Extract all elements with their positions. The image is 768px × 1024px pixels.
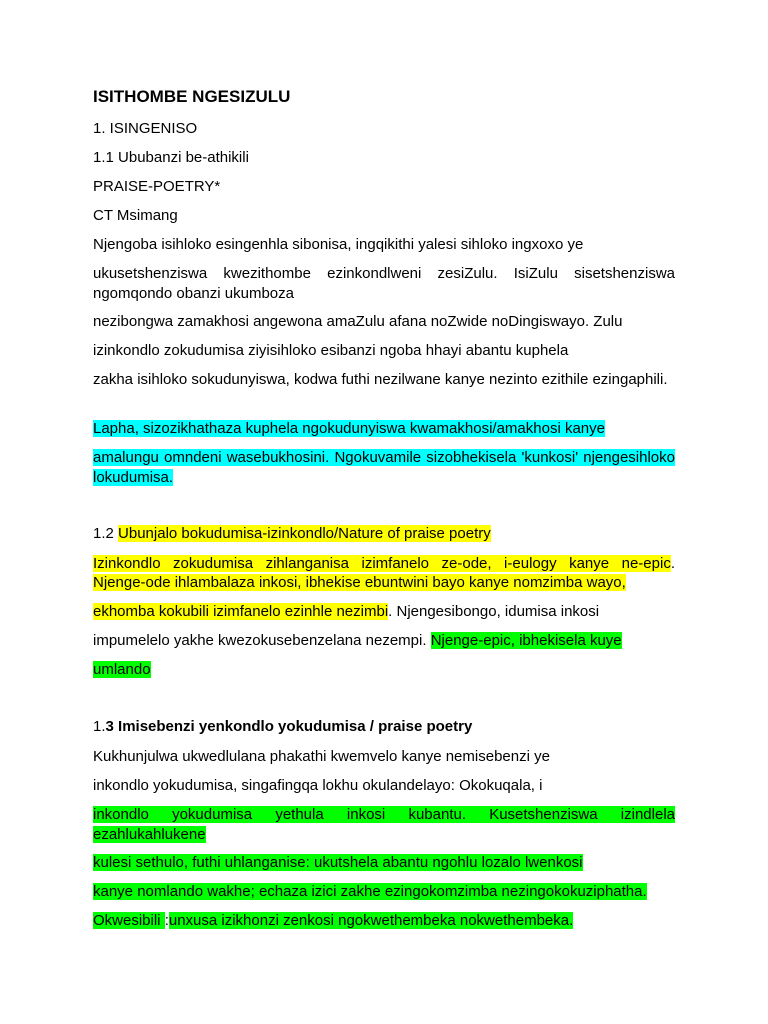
praise-poetry-line: PRAISE-POETRY* [93, 178, 221, 195]
cyan-highlight: Lapha, sizozikhathaza kuphela ngokudunyiswa kwamakhosi/amakhosi kanye [93, 420, 605, 437]
highlighted-line [93, 660, 675, 680]
paragraph-text: zakha isihloko sokudunyiswa, kodwa futhi nezilwane kanye nezinto ezithile ezingaphili. [93, 371, 668, 388]
green-highlight: kulesi sethulo, futhi uhlanganise: ukutshela abantu ngohlu lozalo lwenkosi [93, 854, 583, 871]
paragraph-text: . Njengesibongo, idumisa inkosi [388, 603, 600, 620]
green-highlight: kanye nomlando wakhe; echaza izici zakhe ezingokomzimba nezingokokuziphatha. [93, 883, 647, 900]
heading-functions [93, 717, 675, 737]
green-highlight: Njenge-epic, ibhekisela kuye [430, 632, 622, 649]
heading-nature [93, 524, 675, 544]
heading-number: 1.2 [93, 525, 119, 542]
highlighted-line [93, 882, 675, 902]
paragraph-text: ukusetshenziswa kwezithombe ezinkondlweni zesiZulu. IsiZulu sisetshenziswa ngomqondo obanzi ukumboza [93, 265, 675, 302]
yellow-highlight: Njenge-ode ihlambalaza inkosi, ibhekise ebuntwini bayo kanye nomzimba wayo, [93, 574, 626, 591]
highlighted-line [93, 419, 675, 439]
heading-scope: 1.1 Ububanzi be-athikili [93, 149, 249, 166]
paragraph-text: : [164, 912, 169, 929]
yellow-highlight: Ubunjalo bokudumisa-izinkondlo/Nature of praise poetry [118, 525, 491, 542]
highlighted-line [93, 631, 675, 651]
green-highlight: inkondlo yokudumisa yethula inkosi kubantu. Kusetshenziswa izindlela ezahlukahlukene [93, 806, 675, 843]
heading-number: 1. [93, 718, 106, 735]
paragraph-line [93, 264, 675, 303]
paragraph-line: nezibongwa zamakhosi angewona amaZulu afana noZwide noDingiswayo. Zulu [93, 313, 623, 330]
highlighted-line [93, 911, 675, 931]
document-title: ISITHOMBE NGESIZULU [93, 87, 291, 106]
green-highlight: Okwesibili [93, 912, 165, 929]
highlighted-line [93, 448, 675, 487]
cyan-highlight: amalungu omndeni wasebukhosini. Ngokuvamile sizobhekisela 'kunkosi' njengesihloko lokudumisa. [93, 449, 675, 486]
highlighted-line [93, 602, 675, 622]
yellow-highlight: ekhomba kokubili izimfanelo ezinhle nezimbi [93, 603, 389, 620]
highlighted-line [93, 853, 675, 873]
yellow-highlight: Izinkondlo zokudumisa zihlanganisa izimfanelo ze-ode, i-eulogy kanye ne-epic [93, 555, 671, 572]
paragraph-line: izinkondlo zokudumisa ziyisihloko esibanzi ngoba hhayi abantu kuphela [93, 342, 569, 359]
highlighted-line [93, 554, 675, 574]
paragraph-line: Kukhunjulwa ukwedlulana phakathi kwemvelo kanye nemisebenzi ye [93, 748, 550, 765]
heading-introduction: 1. ISINGENISO [93, 120, 198, 137]
heading-text: 3 Imisebenzi yenkondlo yokudumisa / praise poetry [105, 718, 473, 735]
highlighted-line [93, 573, 675, 593]
highlighted-line [93, 805, 675, 844]
author-line: CT Msimang [93, 207, 178, 224]
paragraph-text: impumelelo yakhe kwezokusebenzelana nezempi. [93, 632, 431, 649]
green-highlight: umlando [93, 661, 151, 678]
paragraph-text: . [670, 555, 675, 572]
paragraph-line: Njengoba isihloko esingenhla sibonisa, ingqikithi yalesi sihloko ingxoxo ye [93, 236, 584, 253]
paragraph-line [93, 370, 675, 390]
green-highlight: unxusa izikhonzi zenkosi ngokwethembeka nokwethembeka. [168, 912, 574, 929]
paragraph-line: inkondlo yokudumisa, singafingqa lokhu okulandelayo: Okokuqala, i [93, 777, 543, 794]
